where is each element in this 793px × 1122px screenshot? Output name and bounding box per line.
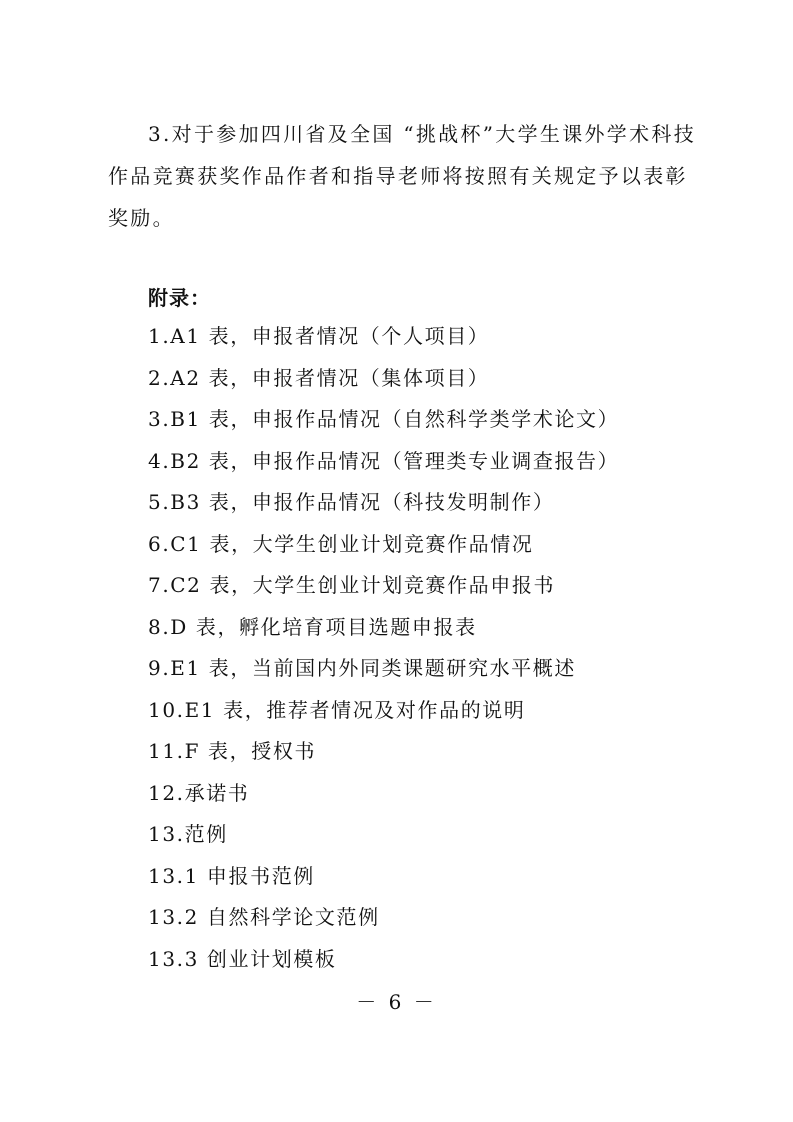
appendix-item: 13.3 创业计划模板 bbox=[148, 946, 337, 971]
appendix-item: 13.范例 bbox=[148, 822, 228, 846]
award-paragraph: 3.对于参加四川省及全国 “挑战杯”大学生课外学术科技作品竞赛获奖作品作者和指导老师将按照有关规定予以表彰奖励。 bbox=[108, 122, 696, 230]
appendix-item: 9.E1 表，当前国内外同类课题研究水平概述 bbox=[148, 656, 576, 680]
appendix-title: 附录： bbox=[148, 286, 211, 310]
appendix-item: 13.2 自然科学论文范例 bbox=[148, 905, 380, 929]
appendix-item: 7.C2 表，大学生创业计划竞赛作品申报书 bbox=[148, 573, 556, 597]
appendix-item: 4.B2 表，申报作品情况（管理类专业调查报告） bbox=[148, 448, 620, 473]
appendix-item: 6.C1 表，大学生创业计划竞赛作品情况 bbox=[148, 531, 534, 556]
appendix-item: 3.B1 表，申报作品情况（自然科学类学术论文） bbox=[148, 407, 620, 431]
appendix-item: 1.A1 表，申报者情况（个人项目） bbox=[148, 324, 490, 348]
page-number: － 6 － bbox=[356, 990, 437, 1014]
appendix-item: 13.1 申报书范例 bbox=[148, 863, 315, 888]
appendix-item: 5.B3 表，申报作品情况（科技发明制作） bbox=[148, 490, 555, 514]
appendix-item: 12.承诺书 bbox=[148, 780, 250, 805]
appendix-item: 11.F 表，授权书 bbox=[148, 739, 317, 763]
appendix-item: 2.A2 表，申报者情况（集体项目） bbox=[148, 365, 490, 390]
appendix-list bbox=[148, 316, 619, 980]
appendix-item: 10.E1 表，推荐者情况及对作品的说明 bbox=[148, 697, 526, 722]
appendix-item: 8.D 表，孵化培育项目选题申报表 bbox=[148, 614, 477, 639]
